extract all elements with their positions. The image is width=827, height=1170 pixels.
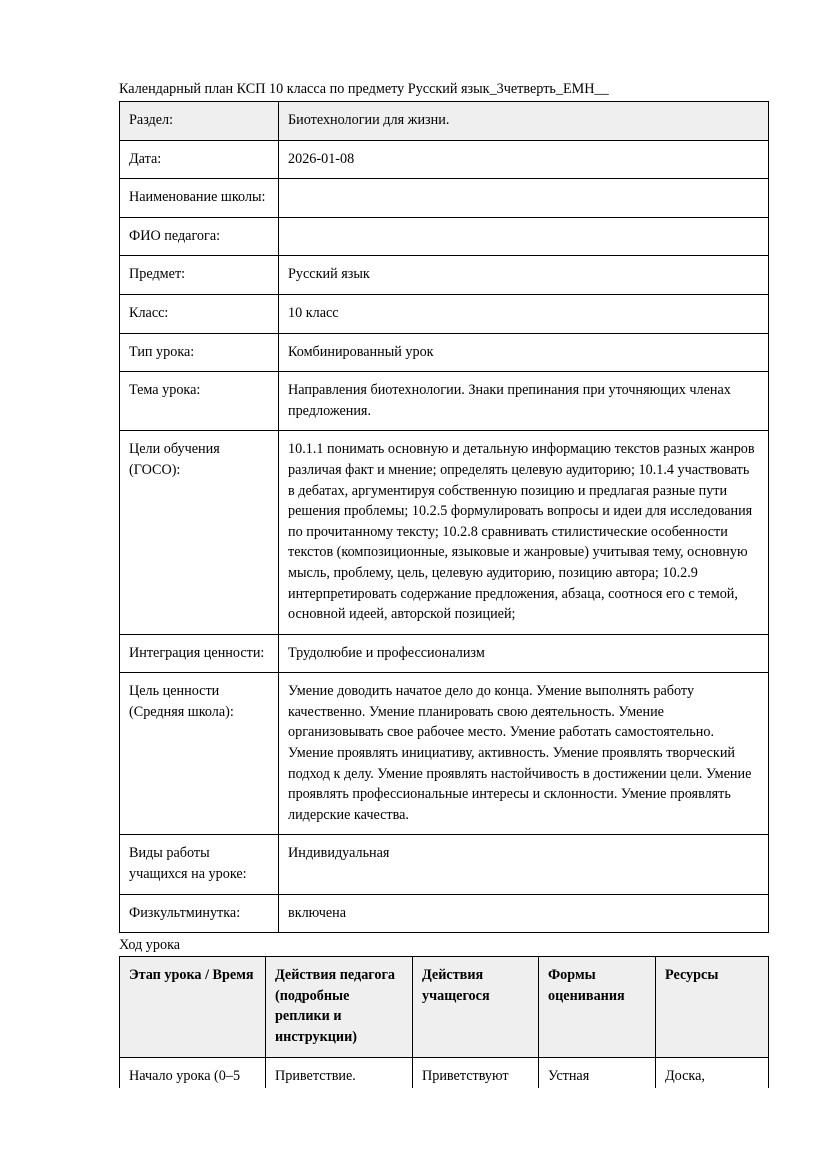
row-value-teacher-name [279, 217, 769, 256]
column-header-resources: Ресурсы [656, 957, 769, 1057]
table-row [120, 372, 769, 431]
table-row [120, 431, 769, 634]
table-row [120, 835, 769, 894]
row-value-physical-break: включена [279, 894, 769, 933]
table-row [120, 634, 769, 673]
column-header-stage: Этап урока / Время [120, 957, 266, 1057]
table-row [120, 294, 769, 333]
table-row [120, 894, 769, 933]
table-header-row [120, 957, 769, 1057]
row-value-data: 2026-01-08 [279, 140, 769, 179]
column-header-teacher-actions: Действия педагога (подробные реплики и инструкции) [266, 957, 413, 1057]
row-value-school-name [279, 179, 769, 218]
row-value-value-integration: Трудолюбие и профессионализм [279, 634, 769, 673]
row-label-school-name: Наименование школы: [120, 179, 279, 218]
cell-stage: Начало урока (0–5 [120, 1057, 266, 1096]
page-title: Календарный план КСП 10 класса по предмету Русский язык_3четверть_ЕМН__ [119, 81, 609, 97]
lesson-info-table [119, 101, 769, 933]
row-value-grade: 10 класс [279, 294, 769, 333]
table-row [120, 179, 769, 218]
row-value-razdel: Биотехнологии для жизни. [279, 102, 769, 141]
row-label-value-goal: Цель ценности (Средняя школа): [120, 673, 279, 835]
row-value-work-types: Индивидуальная [279, 835, 769, 894]
row-label-data: Дата: [120, 140, 279, 179]
row-label-physical-break: Физкультминутка: [120, 894, 279, 933]
row-value-lesson-type: Комбинированный урок [279, 333, 769, 372]
row-value-subject: Русский язык [279, 256, 769, 295]
row-value-lesson-topic: Направления биотехнологии. Знаки препинания при уточняющих членах предложения. [279, 372, 769, 431]
cell-resources: Доска, [656, 1057, 769, 1096]
row-label-grade: Класс: [120, 294, 279, 333]
row-label-razdel: Раздел: [120, 102, 279, 141]
table-row [120, 140, 769, 179]
row-value-value-goal: Умение доводить начатое дело до конца. Умение выполнять работу качественно. Умение планировать свою деятельность. Умение организовывать свое рабочее место. Умение работать самостоятельно. Умение проявлять инициативу, активность. Умение проявлять творческий подход к делу. Умение проявлять настойчивость в достижении цели. Умение проявлять профессиональные интересы и склонности. Умение проявлять лидерские качества. [279, 673, 769, 835]
row-label-work-types: Виды работы учащихся на уроке: [120, 835, 279, 894]
lesson-flow-body [120, 957, 769, 1096]
table-row [120, 256, 769, 295]
column-header-student-actions: Действия учащегося [413, 957, 539, 1057]
cell-assessment-forms: Устная [539, 1057, 656, 1096]
table-row [120, 333, 769, 372]
row-label-subject: Предмет: [120, 256, 279, 295]
row-label-lesson-topic: Тема урока: [120, 372, 279, 431]
row-label-learning-objectives: Цели обучения (ГОСО): [120, 431, 279, 634]
lesson-flow-caption: Ход урока [119, 937, 181, 954]
row-value-learning-objectives: 10.1.1 понимать основную и детальную информацию текстов разных жанров различая факт и мнение; определять целевую аудиторию; 10.1.4 участвовать в дебатах, аргументируя собственную позицию и предлагая разные пути решения проблемы; 10.2.5 формулировать вопросы и идеи для исследования по прочитанному тексту; 10.2.8 сравнивать стилистические особенности текстов (композиционные, языковые и жанровые) учитывая тему, основную мысль, проблему, цель, целевую аудиторию, позицию автора; 10.2.9 интерпретировать содержание предложения, абзаца, соотнося его с темой, основной идеей, авторской позицией; [279, 431, 769, 634]
cell-teacher-actions: Приветствие. [266, 1057, 413, 1096]
row-label-lesson-type: Тип урока: [120, 333, 279, 372]
lesson-flow-table [119, 956, 769, 1096]
table-row [120, 102, 769, 141]
table-row [120, 673, 769, 835]
row-label-value-integration: Интеграция ценности: [120, 634, 279, 673]
cell-student-actions: Приветствуют [413, 1057, 539, 1096]
page-bottom-cutoff [0, 1088, 827, 1170]
table-row [120, 217, 769, 256]
row-label-teacher-name: ФИО педагога: [120, 217, 279, 256]
column-header-assessment-forms: Формы оценивания [539, 957, 656, 1057]
lesson-info-body [120, 102, 769, 933]
